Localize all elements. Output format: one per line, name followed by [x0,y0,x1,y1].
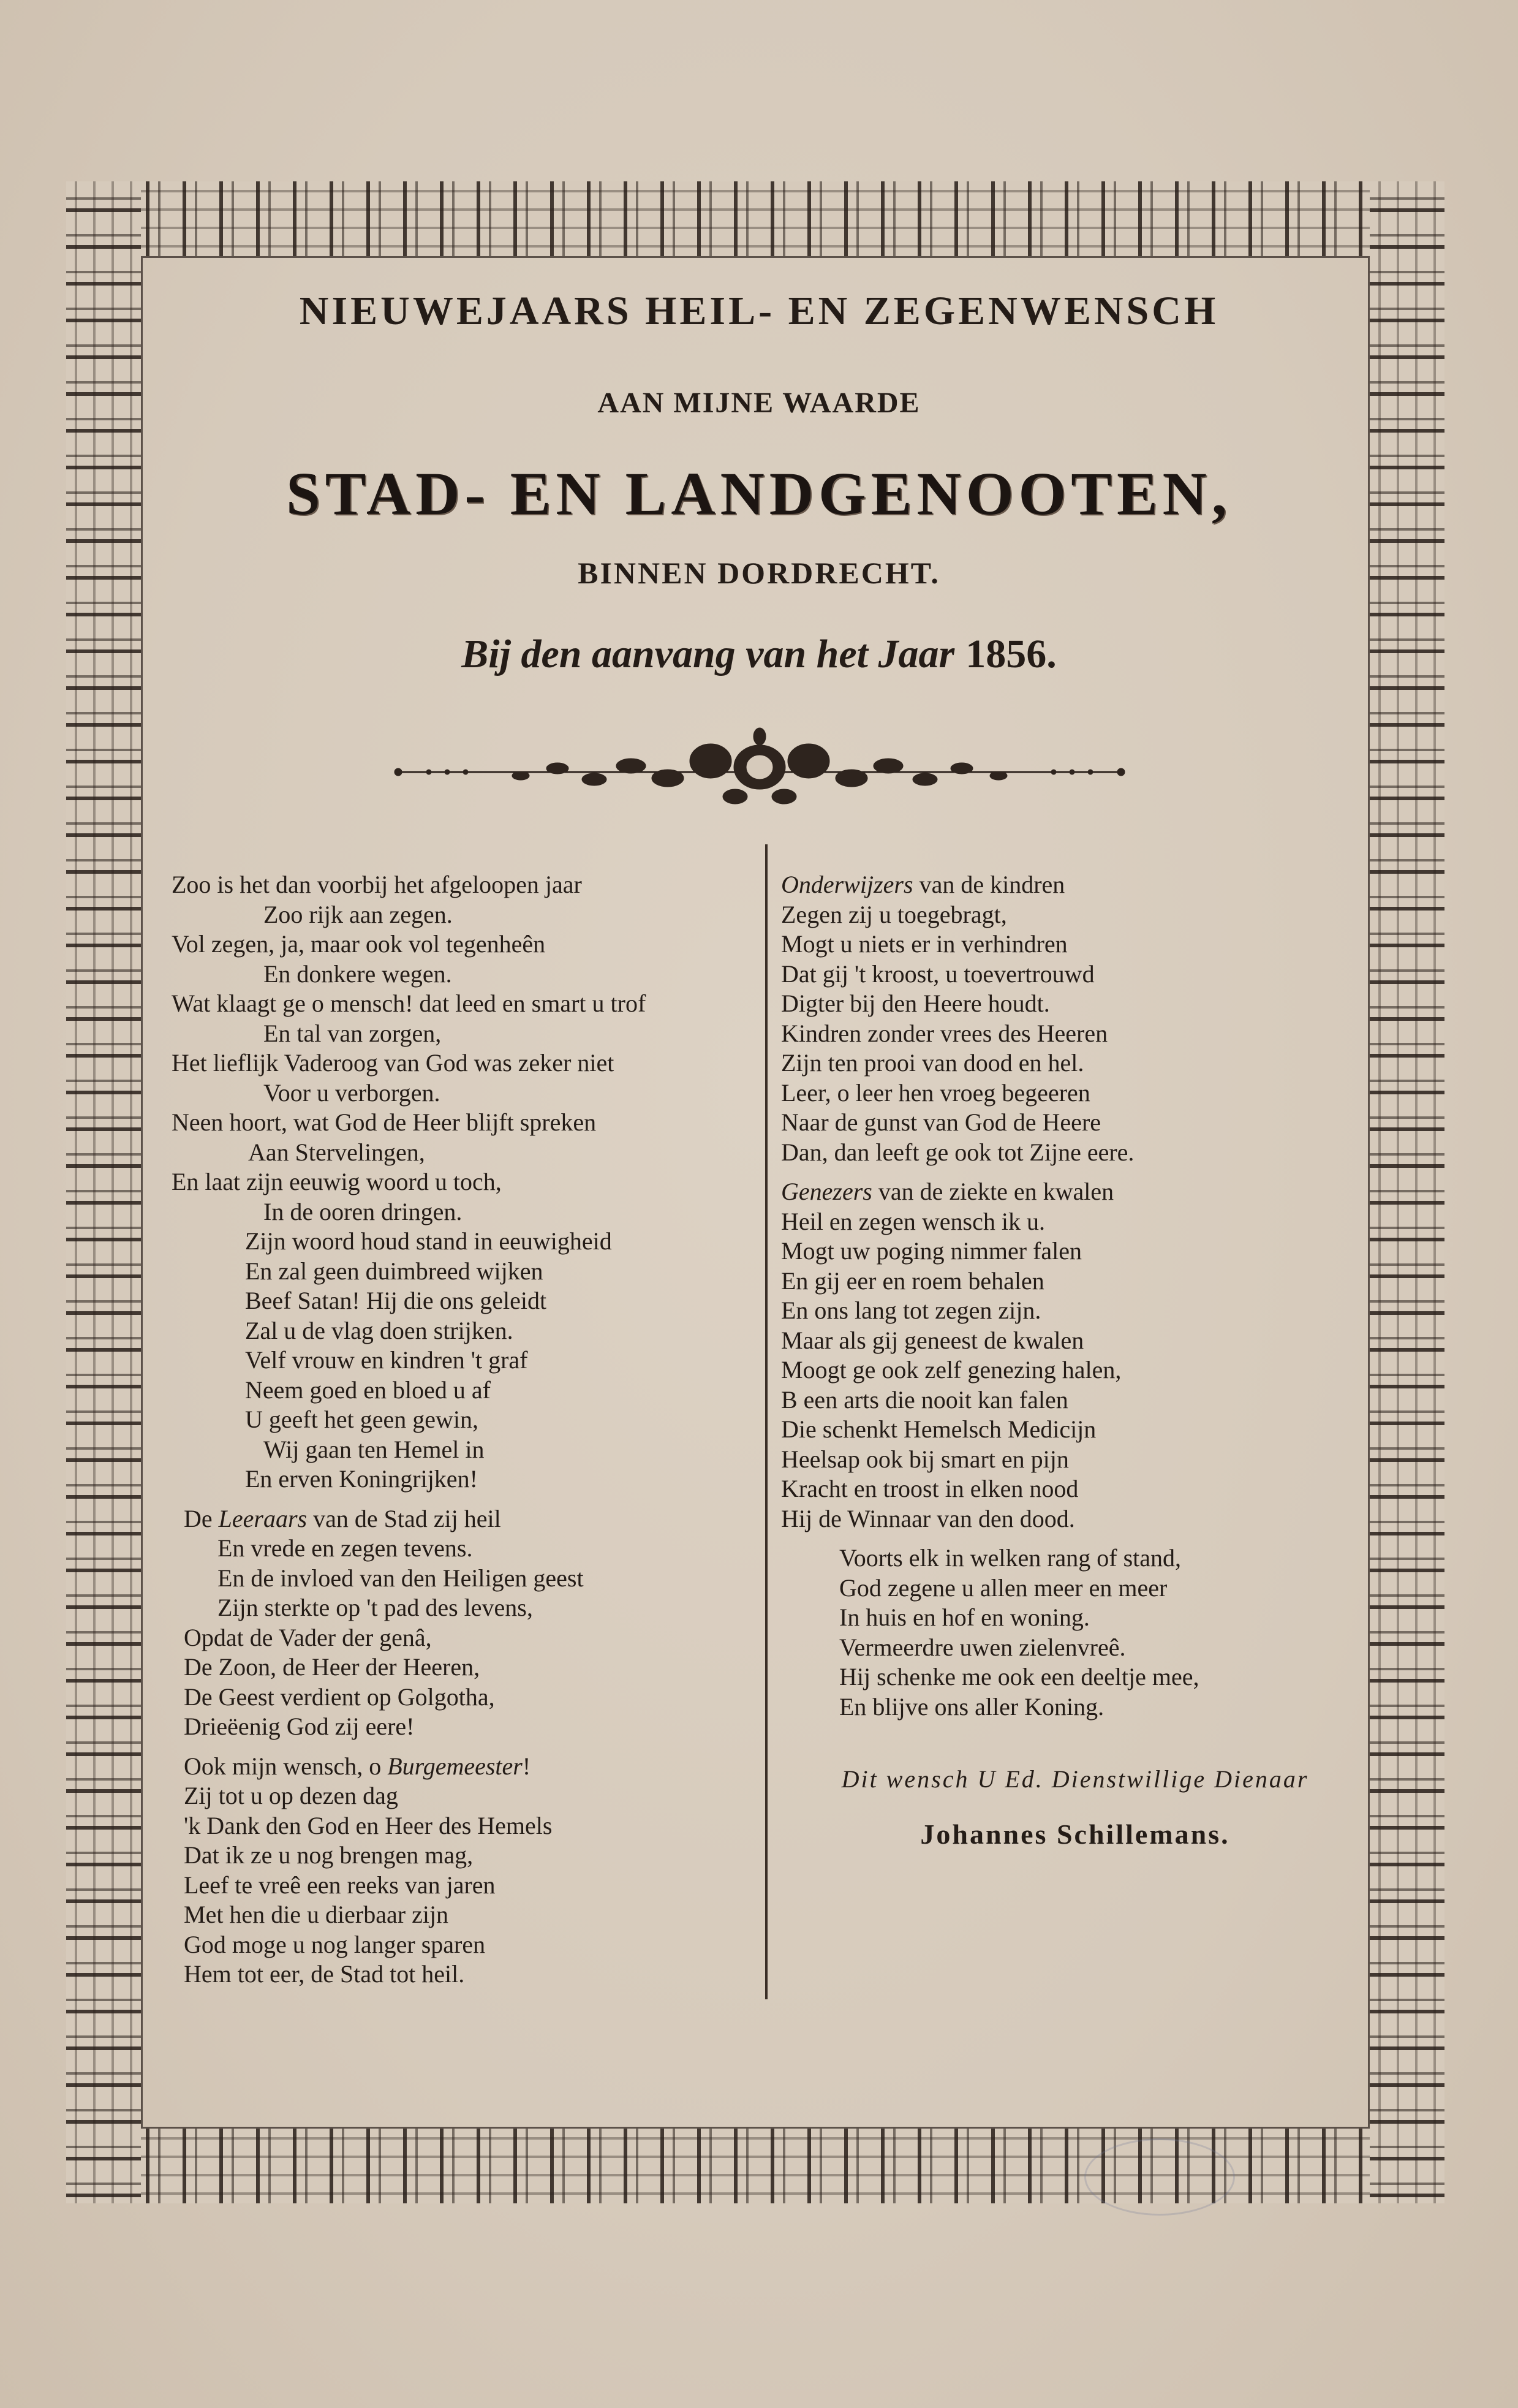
verse-line: God moge u nog langer sparen [184,1930,486,1958]
verse-line: Zijn sterkte op 't pad des levens, [217,1594,533,1621]
verse-line: Zijn ten prooi van dood en hel. [781,1049,1084,1077]
verse-line: Dan, dan leeft ge ook tot Zijne eere. [781,1138,1135,1166]
verse-line: Hij de Winnaar van den dood. [781,1504,1075,1532]
verse-line: En gij eer en roem behalen [781,1266,1044,1295]
title-line-3: STAD- EN LANDGENOOTEN, [286,460,1232,528]
poem-left-column [172,870,753,1999]
verse-line: Dat ik ze u nog brengen mag, [184,1841,474,1869]
verse-line: Beef Satan! Hij die ons geleidt [245,1287,547,1314]
verse-line: Wat klaagt ge o mensch! dat leed en smart u trof [172,990,646,1017]
verse-line: Die schenkt Hemelsch Medicijn [781,1415,1097,1443]
verse-line: De Zoon, de Heer der Heeren, [184,1653,480,1681]
verse-line: In de ooren dringen. [263,1197,463,1225]
verse-line: U geeft het geen gewin, [245,1406,478,1433]
verse-line: 'k Dank den God en Heer des Hemels [184,1811,553,1839]
verse-line: Hem tot eer, de Stad tot heil. [184,1960,465,1988]
stanza-right-3 [781,1543,1369,1722]
verse-line: B een arts die nooit kan falen [781,1385,1068,1414]
border-top [66,181,1444,256]
verse-line: Velf vrouw en kindren 't graf [245,1346,528,1374]
verse-line: Hij schenke me ook een deeltje mee, [839,1663,1199,1691]
library-stamp-icon [1084,2138,1235,2216]
verse-line: Kracht en troost in elken nood [781,1475,1079,1502]
verse-line: En de invloed van den Heiligen geest [217,1564,584,1592]
verse-line: Leer, o leer hen vroeg begeeren [781,1078,1090,1107]
verse-line: Voor u verborgen. [263,1078,440,1107]
signoff-line: Dit wensch U Ed. Dienstwillige Dienaar [841,1765,1309,1793]
title-year: 1856. [965,632,1057,676]
verse-line: Zoo is het dan voorbij het afgeloopen jaar [172,871,582,898]
verse-line: En vrede en zegen tevens. [217,1534,473,1562]
verse-line: Genezers van de ziekte en kwalen [781,1178,1114,1205]
title-line-2: AAN MIJNE WAARDE [597,387,921,419]
stanza-left-2 [172,1504,753,1742]
verse-line: En blijve ons aller Koning. [839,1692,1105,1721]
verse-line: Dat gij 't kroost, u toevertrouwd [781,960,1095,988]
verse-line-emphasis: Genezers [781,1178,872,1205]
verse-line: Ook mijn wensch, o Burgemeester! [184,1752,531,1780]
verse-line: In huis en hof en woning. [839,1603,1090,1631]
verse-line: Digter bij den Heere houdt. [781,990,1050,1017]
stanza-right-1 [781,870,1369,1167]
verse-line: Drieëenig God zij eere! [184,1713,415,1740]
verse-line: Neen hoort, wat God de Heer blijft spreken [172,1108,597,1136]
verse-line: Zij tot u op dezen dag [184,1782,398,1809]
title-line-4: BINNEN DORDRECHT. [578,556,940,590]
stanza-left-3 [172,1752,753,1990]
verse-line: En donkere wegen. [263,960,452,988]
verse-line: Met hen die u dierbaar zijn [184,1901,449,1928]
verse-line: En erven Koningrijken! [245,1465,478,1493]
verse-line: Maar als gij geneest de kwalen [781,1326,1084,1354]
title-line-1: NIEUWEJAARS HEIL- EN ZEGENWENSCH [299,289,1219,333]
verse-line: Naar de gunst van God de Heere [781,1108,1101,1136]
verse-line: Heelsap ook bij smart en pijn [781,1445,1069,1473]
title-line-5 [0,631,1518,678]
verse-line: Onderwijzers van de kindren [781,871,1065,898]
verse-line-emphasis: Leeraars [218,1504,308,1532]
verse-line: Vol zegen, ja, maar ook vol tegenheên [172,930,546,958]
signoff [781,1765,1369,1850]
verse-line: Kindren zonder vrees des Heeren [781,1019,1108,1047]
verse-line: Zoo rijk aan zegen. [263,900,453,928]
verse-line: Het lieflijk Vaderoog van God was zeker niet [172,1049,614,1077]
verse-line: Mogt uw poging nimmer falen [781,1237,1082,1265]
border-bottom [66,2129,1444,2203]
title-line-5-text: Bij den aanvang van het Jaar [461,632,955,676]
verse-line: En laat zijn eeuwig woord u toch, [172,1168,502,1195]
verse-line: Zegen zij u toegebragt, [781,900,1007,928]
poem-right-column [781,870,1369,1732]
verse-line: Zijn woord houd stand in eeuwigheid [245,1227,612,1255]
stanza-left-1 [172,870,753,1494]
verse-line: En zal geen duimbreed wijken [245,1257,543,1285]
stanza-right-2 [781,1177,1369,1534]
verse-line: Leef te vreê een reeks van jaren [184,1871,496,1899]
floral-ornament-icon [392,723,1127,821]
verse-line: Moogt ge ook zelf genezing halen, [781,1356,1122,1384]
verse-line: God zegene u allen meer en meer [839,1573,1168,1602]
verse-line: Aan Stervelingen, [248,1138,425,1166]
verse-line-rest: van de kindren [919,871,1065,898]
verse-line: De Geest verdient op Golgotha, [184,1683,495,1711]
column-divider [765,844,768,1999]
verse-line: De Leeraars van de Stad zij heil [184,1504,501,1532]
verse-line-emphasis: Burgemeester [387,1752,523,1780]
verse-line: Opdat de Vader der genâ, [184,1623,432,1651]
verse-line: Voorts elk in welken rang of stand, [839,1544,1182,1572]
verse-line: Heil en zegen wensch ik u. [781,1207,1045,1235]
verse-line: Neem goed en bloed u af [245,1376,491,1404]
verse-line: Vermeerdre uwen zielenvreê. [839,1633,1126,1661]
verse-line: Mogt u niets er in verhindren [781,930,1068,958]
verse-line: Wij gaan ten Hemel in [263,1435,485,1463]
author-name: Johannes Schillemans. [920,1819,1230,1850]
verse-line: Zal u de vlag doen strijken. [245,1316,513,1344]
verse-line: En ons lang tot zegen zijn. [781,1297,1041,1324]
verse-line: En tal van zorgen, [263,1019,442,1047]
